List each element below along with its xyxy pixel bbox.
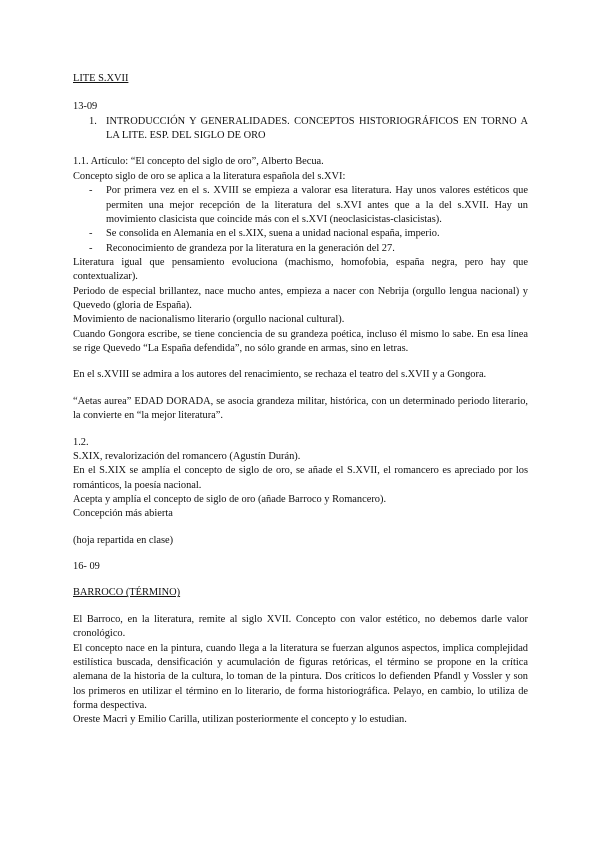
section-number: 1. <box>89 115 97 127</box>
paragraph: Concepto siglo de oro se aplica a la literatura española del s.XVI: <box>73 170 346 182</box>
note: (hoja repartida en clase) <box>73 534 174 546</box>
paragraph: Oreste Macrì y Emilio Carilla, utilizan posteriormente el concepto y lo estudian. <box>73 714 407 726</box>
subsection-title: 1.2. <box>73 436 89 448</box>
paragraph: En el s.XVIII se admira a los autores del renacimiento, se rechaza el teatro del s.XVII y a Gongora. <box>73 369 487 381</box>
paragraph: Concepción más abierta <box>73 508 173 520</box>
paragraph: Cuando Gongora escribe, se tiene conciencia de su grandeza poética, incluso él mismo lo sabe. En esa línea se rige Quevedo “La España defendida”, no sólo grande en armas, sino en letras. <box>73 328 528 355</box>
date-heading: 13-09 <box>73 101 98 113</box>
section-heading-barroco: BARROCO (TÉRMINO) <box>73 587 181 599</box>
paragraph: Literatura igual que pensamiento evoluciona (machismo, homofobia, españa negra, pero hay que contextualizar). <box>73 256 528 283</box>
paragraph: Movimiento de nacionalismo literario (orgullo nacional cultural). <box>73 314 345 326</box>
paragraph: El concepto nace en la pintura, cuando llega a la literatura se fuerzan algunos aspectos, implica complejidad estilística buscada, densificación y acumulación de figuras retóricas, el término se propone en la crítica alemana de la historia de la cultura, lo toman de la pintura. Dos críticos lo defienden Pfandl y Vossler y son los primeros en utilizar el término en lo literario, de forma historiográfica. Pelayo, en cambio, lo utiliza de forma despectiva. <box>73 642 528 711</box>
paragraph: “Aetas aurea” EDAD DORADA, se asocia grandeza militar, histórica, con un determinado periodo literario, la convierte en “la mejor literatura”. <box>73 395 528 422</box>
paragraph: En el S.XIX se amplía el concepto de siglo de oro, se añade el S.XVII, el romancero es apreciado por los románticos, la poesía nacional. <box>73 465 528 491</box>
paragraph: El Barroco, en la literatura, remite al siglo XVII. Concepto con valor estético, no debemos darle valor cronológico. <box>73 613 528 640</box>
list-item: - Por primera vez en el s. XVIII se empieza a valorar esa literatura. Hay unos valores estéticos que permiten una mejor recepción de la literatura del s.XVI antes que a la del s.XVII. Hay un movimiento clasicista que coincide más con el s.XVI (neoclasicistas-clasicistas). <box>73 184 528 227</box>
paragraph: S.XIX, revalorización del romancero (Agustín Durán). <box>73 450 301 462</box>
document-body <box>73 72 528 728</box>
paragraph: Acepta y amplía el concepto de siglo de oro (añade Barroco y Romancero). <box>73 493 387 505</box>
bullet-list <box>73 184 528 256</box>
list-item: - Reconocimiento de grandeza por la literatura en la generación del 27. <box>73 242 528 256</box>
list-item: - Se consolida en Alemania en el s.XIX, suena a unidad nacional españa, imperio. <box>73 227 528 241</box>
date-heading: 16- 09 <box>73 561 100 573</box>
document-title: LITE S.XVII <box>73 73 129 84</box>
section-title: INTRODUCCIÓN Y GENERALIDADES. CONCEPTOS HISTORIOGRÁFICOS EN TORNO A LA LITE. ESP. DEL SIGLO DE ORO <box>106 115 528 142</box>
paragraph: Periodo de especial brillantez, nace mucho antes, empieza a nacer con Nebrija (orgullo lengua nacional) y Quevedo (gloria de España). <box>73 285 528 312</box>
subsection-title: 1.1. Artículo: “El concepto del siglo de oro”, Alberto Becua. <box>73 156 324 168</box>
section-heading <box>73 115 528 144</box>
section-list <box>73 115 528 144</box>
